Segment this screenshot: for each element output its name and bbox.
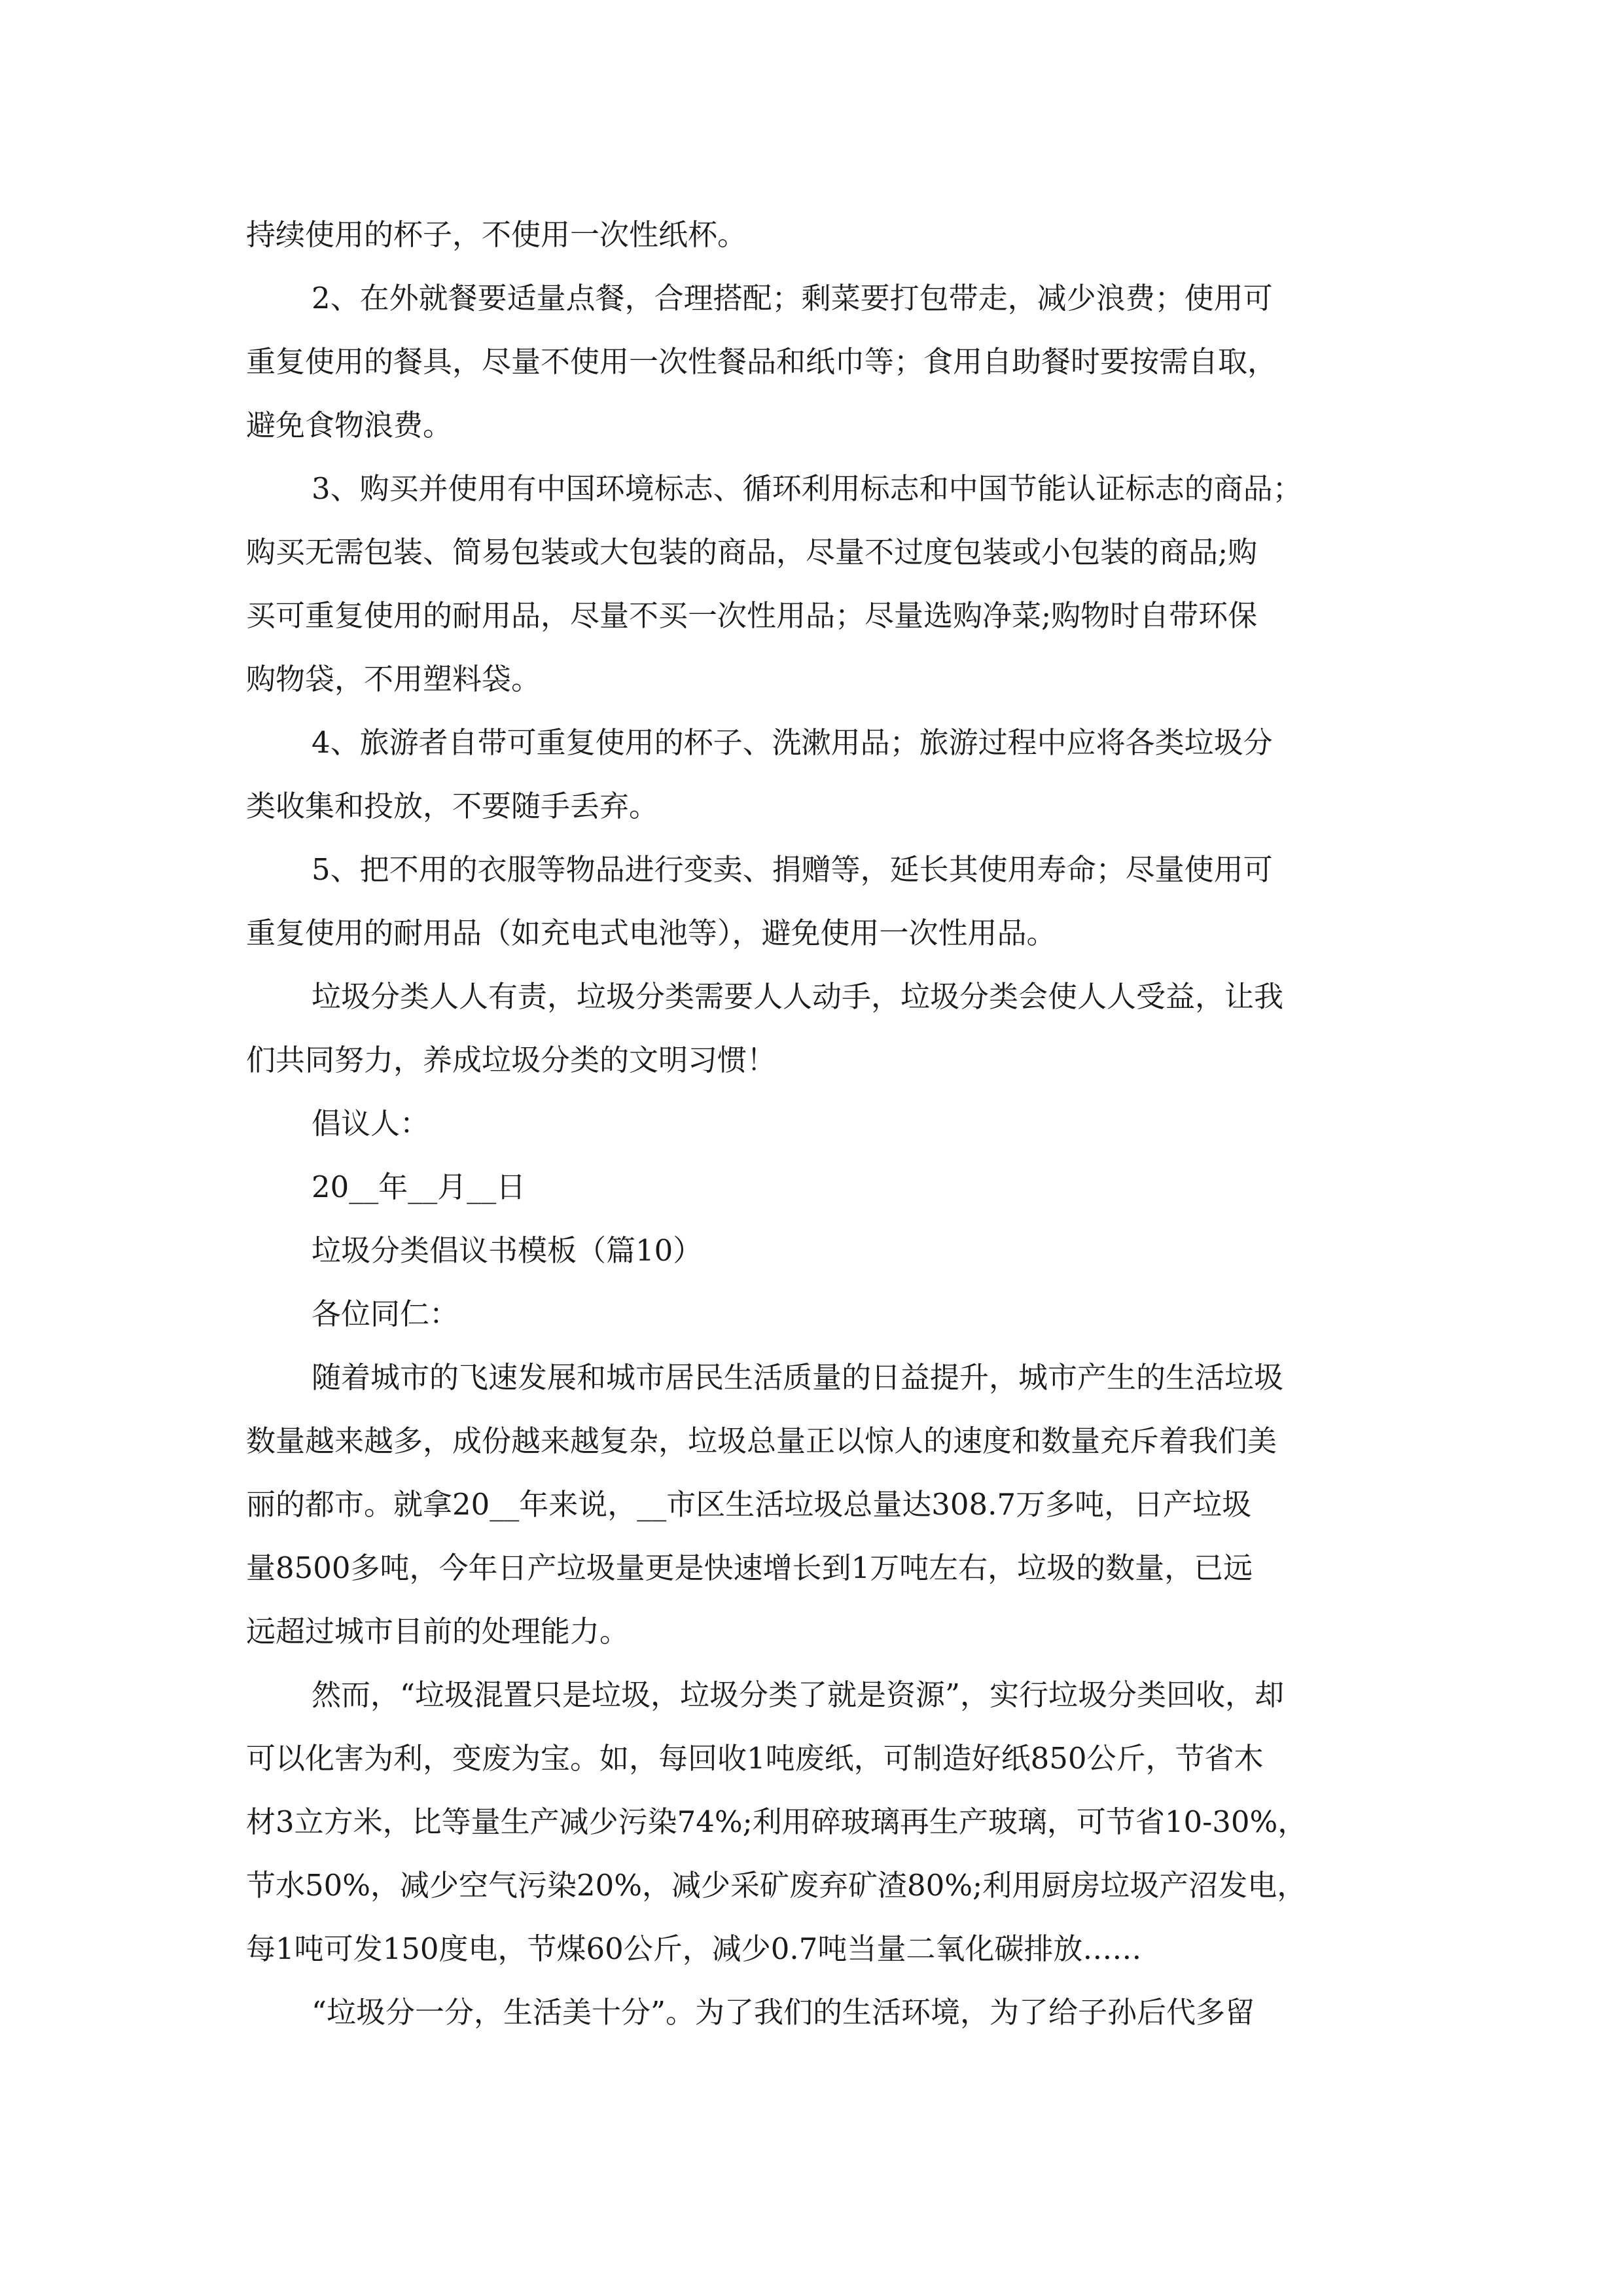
text-line: 类收集和投放，不要随手丢弃。	[246, 789, 659, 823]
text-line: 垃圾分类倡议书模板（篇10）	[312, 1233, 703, 1268]
text-line: 丽的都市。就拿20__年来说，__市区生活垃圾总量达308.7万多吨，日产垃圾	[246, 1487, 1252, 1522]
text-line: 5、把不用的衣服等物品进行变卖、捐赠等，延长其使用寿命；尽量使用可	[312, 852, 1273, 887]
text-line: 购物袋，不用塑料袋。	[246, 662, 541, 696]
text-line: 垃圾分类人人有责，垃圾分类需要人人动手，垃圾分类会使人人受益，让我	[312, 979, 1284, 1014]
text-line: 量8500多吨，今年日产垃圾量更是快速增长到1万吨左右，垃圾的数量，已远	[246, 1551, 1253, 1585]
text-line: 重复使用的耐用品（如充电式电池等），避免使用一次性用品。	[246, 916, 1056, 950]
text-line: 4、旅游者自带可重复使用的杯子、洗漱用品；旅游过程中应将各类垃圾分	[312, 725, 1273, 760]
document-body	[246, 203, 1378, 2044]
text-line: 随着城市的飞速发展和城市居民生活质量的日益提升，城市产生的生活垃圾	[312, 1360, 1284, 1395]
text-line: “垃圾分一分，生活美十分”。为了我们的生活环境，为了给子孙后代多留	[312, 1995, 1255, 2030]
text-line: 然而，“垃圾混置只是垃圾，垃圾分类了就是资源”，实行垃圾分类回收，却	[312, 1677, 1285, 1712]
text-line: 材3立方米，比等量生产减少污染74%;利用碎玻璃再生产玻璃，可节省10-30%，	[246, 1804, 1308, 1839]
text-line: 倡议人：	[312, 1106, 430, 1141]
text-line: 2、在外就餐要适量点餐，合理搭配；剩菜要打包带走，减少浪费；使用可	[312, 281, 1273, 315]
text-line: 20__年__月__日	[312, 1170, 526, 1204]
text-line: 买可重复使用的耐用品，尽量不买一次性用品；尽量选购净菜;购物时自带环保	[246, 598, 1258, 633]
text-line: 持续使用的杯子，不使用一次性纸杯。	[246, 217, 747, 252]
text-line: 购买无需包装、简易包装或大包装的商品，尽量不过度包装或小包装的商品;购	[246, 535, 1258, 569]
text-line: 每1吨可发150度电，节煤60公斤，减少0.7吨当量二氧化碳排放……	[246, 1931, 1142, 1966]
text-line: 避免食物浪费。	[246, 408, 453, 442]
text-line: 3、购买并使用有中国环境标志、循环利用标志和中国节能认证标志的商品；	[312, 471, 1302, 506]
text-line: 可以化害为利，变废为宝。如，每回收1吨废纸，可制造好纸850公斤，节省木	[246, 1741, 1264, 1776]
text-line: 重复使用的餐具，尽量不使用一次性餐品和纸巾等；食用自助餐时要按需自取，	[246, 344, 1277, 379]
text-line: 数量越来越多，成份越来越复杂，垃圾总量正以惊人的速度和数量充斥着我们美	[246, 1424, 1277, 1458]
text-line: 远超过城市目前的处理能力。	[246, 1614, 630, 1649]
text-line: 们共同努力，养成垃圾分类的文明习惯！	[246, 1043, 777, 1077]
text-line: 节水50%，减少空气污染20%，减少采矿废弃矿渣80%;利用厨房垃圾产沼发电，	[246, 1868, 1307, 1903]
text-line: 各位同仁：	[312, 1297, 459, 1331]
